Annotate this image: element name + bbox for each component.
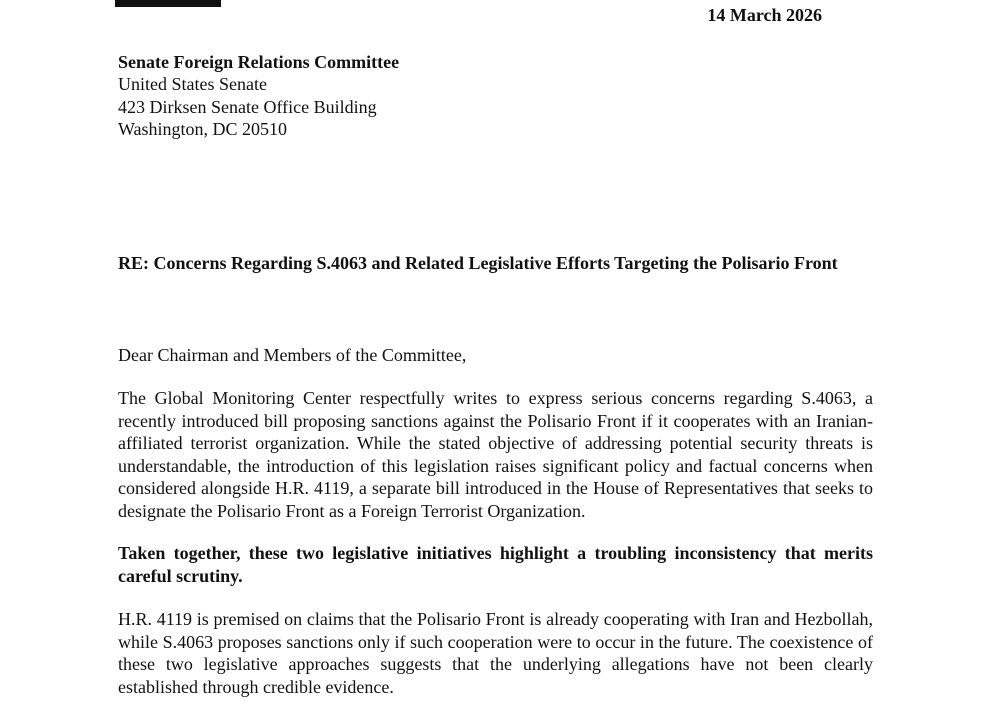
recipient-street: 423 Dirksen Senate Office Building: [118, 96, 377, 117]
recipient-committee: Senate Foreign Relations Committee: [118, 52, 400, 72]
recipient-city: Washington, DC 20510: [118, 118, 288, 139]
body-paragraph-2-emphasis: Taken together, these two legislative initiatives highlight a troubling inconsistency that merits careful scrutiny.: [118, 543, 873, 586]
letter-date: 14 March 2026: [707, 5, 822, 25]
recipient-org: United States Senate: [118, 74, 267, 95]
letter-content: [0, 4, 989, 698]
salutation: Dear Chairman and Members of the Committee,: [118, 344, 467, 365]
body-paragraph-1: The Global Monitoring Center respectfully writes to express serious concerns regarding S.4063, a recently introduced bill proposing sanctions against the Polisario Front if it cooperates with an Iranian-affiliated terrorist organization. While the stated objective of addressing potential security threats is understandable, the introduction of this legislation raises significant policy and factual concerns when considered alongside H.R. 4119, a separate bill introduced in the House of Representatives that seeks to designate the Polisario Front as a Foreign Terrorist Organization.: [118, 388, 873, 521]
letterhead-cutoff-mark: [115, 0, 221, 7]
subject-line: RE: Concerns Regarding S.4063 and Related Legislative Efforts Targeting the Polisario Front: [118, 253, 838, 274]
recipient-block: [118, 51, 873, 140]
body-paragraph-3: H.R. 4119 is premised on claims that the Polisario Front is already cooperating with Iran and Hezbollah, while S.4063 proposes sanctions only if such cooperation were to occur in the future. The coexistence of these two legislative approaches suggests that the underlying allegations have not been clearly established through credible evidence.: [118, 609, 873, 697]
